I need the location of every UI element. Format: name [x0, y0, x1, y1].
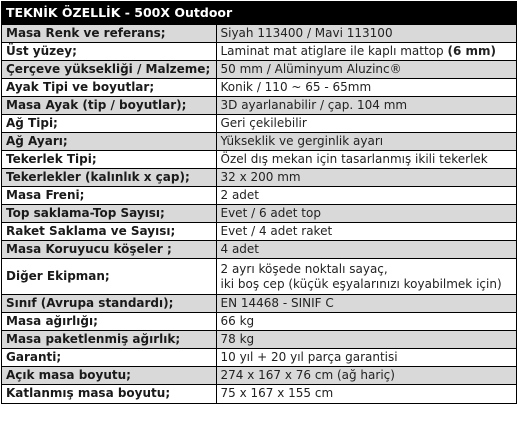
spec-row	[2, 259, 516, 295]
spec-row	[2, 331, 516, 349]
spec-table	[2, 24, 516, 403]
spec-sheet	[1, 1, 517, 404]
spec-value: 50 mm / Alüminyum Aluzinc®	[216, 61, 516, 79]
spec-row	[2, 97, 516, 115]
spec-label: Top saklama-Top Sayısı;	[2, 205, 216, 223]
spec-value: 32 x 200 mm	[216, 169, 516, 187]
spec-value-text: Laminat mat atiglare ile kaplı mattop	[220, 44, 448, 58]
spec-value	[216, 43, 516, 61]
spec-label: Katlanmış masa boyutu;	[2, 385, 216, 403]
spec-value: 10 yıl + 20 yıl parça garantisi	[216, 349, 516, 367]
spec-row	[2, 61, 516, 79]
spec-label: Üst yüzey;	[2, 43, 216, 61]
spec-value: 3D ayarlanabilir / çap. 104 mm	[216, 97, 516, 115]
spec-value: 2 adet	[216, 187, 516, 205]
spec-label: Ağ Tipi;	[2, 115, 216, 133]
spec-value	[216, 259, 516, 295]
spec-value: EN 14468 - SINIF C	[216, 295, 516, 313]
spec-row	[2, 205, 516, 223]
spec-row	[2, 25, 516, 43]
spec-row	[2, 151, 516, 169]
spec-row	[2, 43, 516, 61]
spec-row	[2, 349, 516, 367]
spec-label: Açık masa boyutu;	[2, 367, 216, 385]
spec-value: 78 kg	[216, 331, 516, 349]
spec-title: TEKNİK ÖZELLİK - 500X Outdoor	[2, 2, 516, 24]
spec-value: 274 x 167 x 76 cm (ağ hariç)	[216, 367, 516, 385]
spec-row	[2, 367, 516, 385]
spec-label: Masa Koruyucu köşeler ;	[2, 241, 216, 259]
spec-value: Geri çekilebilir	[216, 115, 516, 133]
spec-value: Yükseklik ve gerginlik ayarı	[216, 133, 516, 151]
spec-row	[2, 385, 516, 403]
spec-value: Evet / 6 adet top	[216, 205, 516, 223]
spec-label: Tekerlekler (kalınlık x çap);	[2, 169, 216, 187]
spec-row	[2, 115, 516, 133]
spec-row	[2, 169, 516, 187]
spec-value-emphasis: (6 mm)	[447, 44, 496, 58]
spec-row	[2, 241, 516, 259]
spec-label: Diğer Ekipman;	[2, 259, 216, 295]
spec-label: Masa Ayak (tip / boyutlar);	[2, 97, 216, 115]
spec-label: Tekerlek Tipi;	[2, 151, 216, 169]
spec-label: Çerçeve yüksekliği / Malzeme;	[2, 61, 216, 79]
spec-label: Ağ Ayarı;	[2, 133, 216, 151]
spec-value: Siyah 113400 / Mavi 113100	[216, 25, 516, 43]
spec-label: Garanti;	[2, 349, 216, 367]
spec-value: Evet / 4 adet raket	[216, 223, 516, 241]
spec-label: Masa ağırlığı;	[2, 313, 216, 331]
spec-label: Sınıf (Avrupa standardı);	[2, 295, 216, 313]
spec-value: 75 x 167 x 155 cm	[216, 385, 516, 403]
spec-label: Raket Saklama ve Sayısı;	[2, 223, 216, 241]
spec-label: Masa paketlenmiş ağırlık;	[2, 331, 216, 349]
spec-label: Masa Freni;	[2, 187, 216, 205]
spec-row	[2, 313, 516, 331]
spec-row	[2, 187, 516, 205]
spec-label: Masa Renk ve referans;	[2, 25, 216, 43]
spec-row	[2, 223, 516, 241]
spec-value: 4 adet	[216, 241, 516, 259]
spec-label: Ayak Tipi ve boyutlar;	[2, 79, 216, 97]
spec-value-line: iki boş cep (küçük eşyalarınızı koyabilmek için)	[220, 276, 502, 291]
spec-row	[2, 295, 516, 313]
spec-value: Konik / 110 ~ 65 - 65mm	[216, 79, 516, 97]
spec-row	[2, 79, 516, 97]
spec-value: 66 kg	[216, 313, 516, 331]
spec-value-line: 2 ayrı köşede noktalı sayaç,	[220, 261, 388, 276]
spec-row	[2, 133, 516, 151]
spec-value: Özel dış mekan için tasarlanmış ikili tekerlek	[216, 151, 516, 169]
